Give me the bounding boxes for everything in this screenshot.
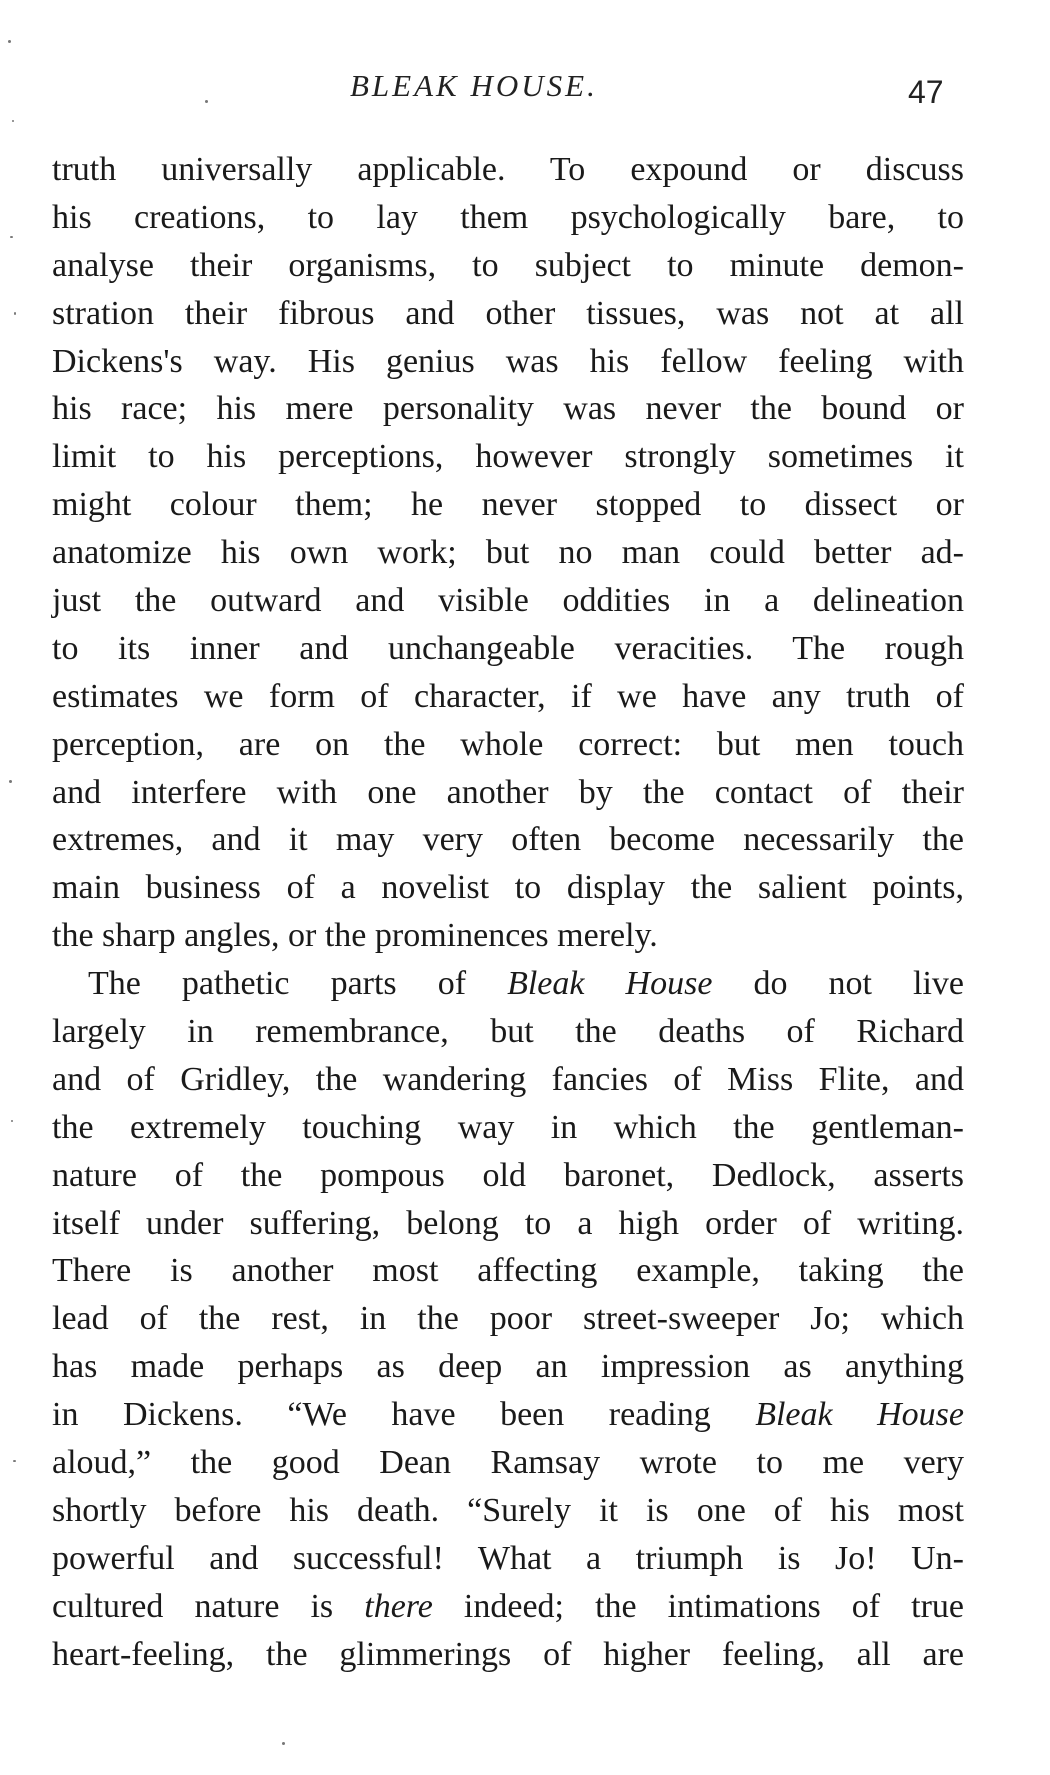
page-number: 47 xyxy=(908,74,944,110)
text-line: powerful and successful! What a triumph is Jo! Un- xyxy=(52,1539,964,1577)
scan-speck xyxy=(205,100,208,103)
text-line: the extremely touching way in which the gentleman- xyxy=(52,1108,964,1146)
text-line: to its inner and unchangeable veracities. The rough xyxy=(52,629,964,667)
text-line: truth universally applicable. To expound or discuss xyxy=(52,151,964,188)
text-line: and interfere with one another by the contact of their xyxy=(52,773,964,811)
text-line: his creations, to lay them psychologically bare, to xyxy=(52,198,964,236)
scan-speck xyxy=(282,1742,285,1745)
text-line: Dickens's way. His genius was his fellow feeling with xyxy=(52,342,964,380)
text-line: might colour them; he never stopped to dissect or xyxy=(52,486,964,524)
text-line: analyse their organisms, to subject to minute demon- xyxy=(52,246,964,284)
text-line: There is another most affecting example, taking the xyxy=(52,1252,964,1290)
scan-speck xyxy=(10,236,13,238)
text-run: cultured nature is xyxy=(52,1587,365,1625)
running-title: BLEAK HOUSE. xyxy=(350,68,598,103)
scan-speck xyxy=(14,312,16,315)
scan-speck xyxy=(11,1120,13,1122)
text-line: anatomize his own work; but no man could better ad- xyxy=(52,534,964,572)
paragraph-start-line xyxy=(52,960,964,1008)
text-line: largely in remembrance, but the deaths of Richard xyxy=(52,1013,964,1051)
scan-speck xyxy=(8,40,11,43)
text-run: in Dickens. “We have been reading xyxy=(52,1396,756,1434)
text-line: his race; his mere personality was never the bound or xyxy=(52,390,964,428)
text-run: indeed; the intimations of true xyxy=(432,1587,965,1625)
text-line: has made perhaps as deep an impression as anything xyxy=(52,1348,964,1386)
text-line xyxy=(52,1583,964,1631)
body-text xyxy=(52,146,964,1679)
scan-speck xyxy=(9,780,12,783)
text-line: perception, are on the whole correct: but men touch xyxy=(52,725,964,763)
text-line: heart-feeling, the glimmerings of higher feeling, all are xyxy=(52,1635,964,1673)
text-line: extremes, and it may very often become necessarily the xyxy=(52,821,964,859)
text-line: nature of the pompous old baronet, Dedlock, asserts xyxy=(52,1156,964,1194)
paragraph-end-line: the sharp angles, or the prominences merely. xyxy=(52,917,658,955)
text-run: do not live xyxy=(712,965,964,1003)
book-title-italic: Bleak House xyxy=(755,1396,964,1434)
text-line: estimates we form of character, if we have any truth of xyxy=(52,677,964,715)
text-line xyxy=(52,1391,964,1439)
text-line: limit to his perceptions, however strongly sometimes it xyxy=(52,438,964,476)
text-line: stration their fibrous and other tissues, was not at all xyxy=(52,294,964,332)
scan-speck xyxy=(13,1460,16,1462)
scan-speck xyxy=(12,120,14,122)
text-line: shortly before his death. “Surely it is one of his most xyxy=(52,1491,964,1529)
text-line: itself under suffering, belong to a high order of writing. xyxy=(52,1204,964,1242)
book-title-italic: Bleak House xyxy=(507,965,713,1003)
text-line: just the outward and visible oddities in a delineation xyxy=(52,582,964,620)
emphasis-italic: there xyxy=(364,1587,433,1625)
text-run: The pathetic parts of xyxy=(88,965,508,1003)
running-head xyxy=(0,68,1050,108)
text-line: lead of the rest, in the poor street-sweeper Jo; which xyxy=(52,1300,964,1338)
text-line: aloud,” the good Dean Ramsay wrote to me very xyxy=(52,1444,964,1482)
text-line: and of Gridley, the wandering fancies of Miss Flite, and xyxy=(52,1060,964,1098)
text-line: main business of a novelist to display the salient points, xyxy=(52,869,964,907)
